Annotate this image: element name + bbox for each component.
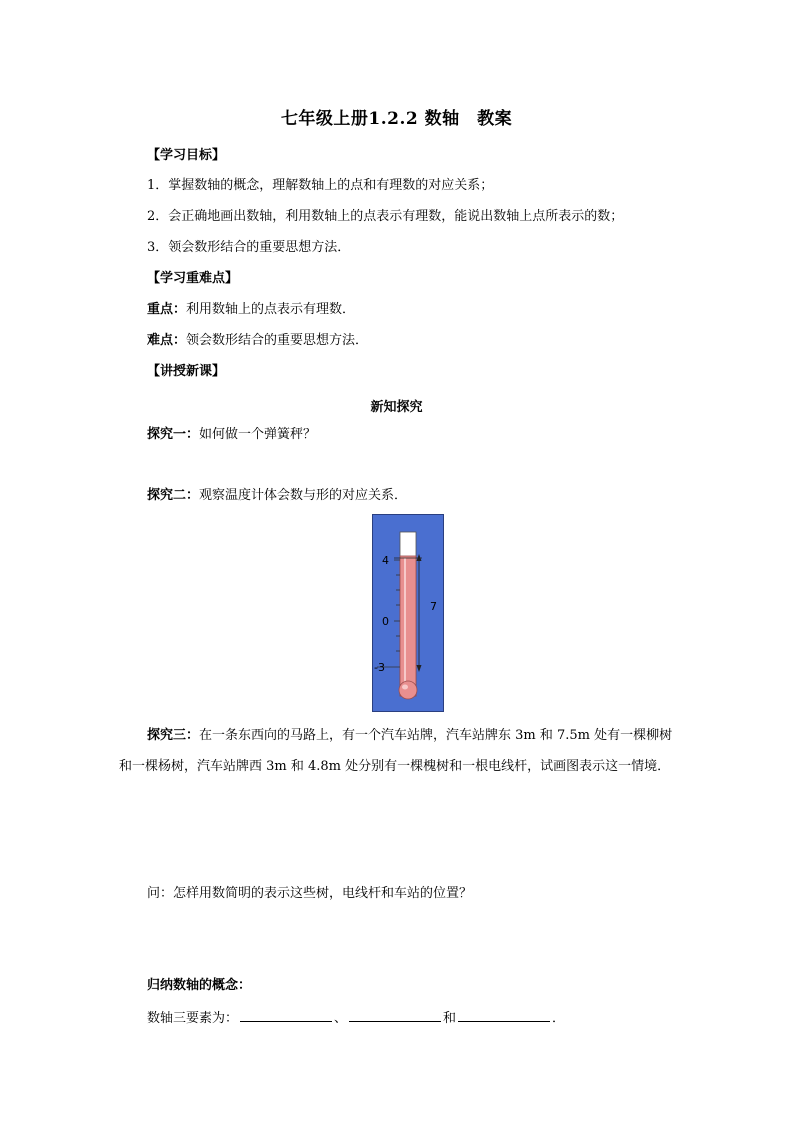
three-elements-label: 数轴三要素为：: [147, 1011, 239, 1026]
label-zero: 0: [382, 615, 389, 628]
difficulty-text: 领会数形结合的重要思想方法．: [186, 333, 369, 348]
explore-2: [147, 486, 407, 506]
thermometer-mercury: [400, 556, 416, 696]
thermometer-bulb: [399, 681, 417, 699]
objective-item-3: 3．领会数形结合的重要思想方法．: [147, 240, 351, 255]
explore-1-text: 如何做一个弹簧秤？: [199, 427, 317, 442]
key-points-heading: 【学习重难点】: [147, 271, 239, 286]
thermometer-illustration: [372, 514, 444, 712]
lesson-subheading: 新知探究: [370, 400, 423, 415]
label-bottom: -3: [374, 661, 385, 674]
page-title: 七年级上册1.2.2 数轴 教案: [280, 109, 513, 129]
span-label: 7: [430, 600, 437, 613]
bulb-highlight: [402, 685, 408, 690]
objective-item-1: 1．掌握数轴的概念，理解数轴上的点和有理数的对应关系；: [147, 178, 494, 193]
explore-1-label: 探究一：: [147, 427, 200, 442]
objective-item-2: 2．会正确地画出数轴，利用数轴上的点表示有理数，能说出数轴上点所表示的数；: [147, 209, 624, 224]
separator-1: 、: [334, 1011, 348, 1026]
difficulty-line: [147, 331, 368, 351]
focus-label: 重点：: [147, 302, 187, 317]
explore-3-text: 在一条东西向的马路上，有一个汽车站牌，汽车站牌东 3m 和 7.5m 处有一棵柳树和一棵杨树，汽车站牌西 3m 和 4.8m 处分别有一棵槐树和一根电线杆，试画图表示这一情境．: [119, 728, 673, 774]
difficulty-label: 难点：: [147, 333, 187, 348]
objectives-heading: 【学习目标】: [147, 148, 226, 163]
summary-heading: 归纳数轴的概念：: [147, 978, 252, 993]
lesson-heading: 【讲授新课】: [147, 364, 226, 379]
explore-3-label: 探究三：: [147, 728, 200, 743]
end-mark: ．: [552, 1011, 566, 1026]
blank-2[interactable]: [349, 1008, 441, 1022]
explore-3: [119, 720, 679, 782]
explore-2-text: 观察温度计体会数与形的对应关系．: [199, 488, 408, 503]
question-line: 问：怎样用数简明的表示这些树，电线杆和车站的位置？: [147, 886, 473, 901]
blank-3[interactable]: [458, 1008, 550, 1022]
explore-1: [147, 425, 316, 445]
blank-1[interactable]: [240, 1008, 332, 1022]
three-elements-line: [147, 1008, 565, 1029]
explore-2-label: 探究二：: [147, 488, 200, 503]
focus-text: 利用数轴上的点表示有理数．: [186, 302, 356, 317]
label-top: 4: [382, 554, 389, 567]
separator-2: 和: [443, 1011, 457, 1026]
focus-line: [147, 300, 355, 320]
